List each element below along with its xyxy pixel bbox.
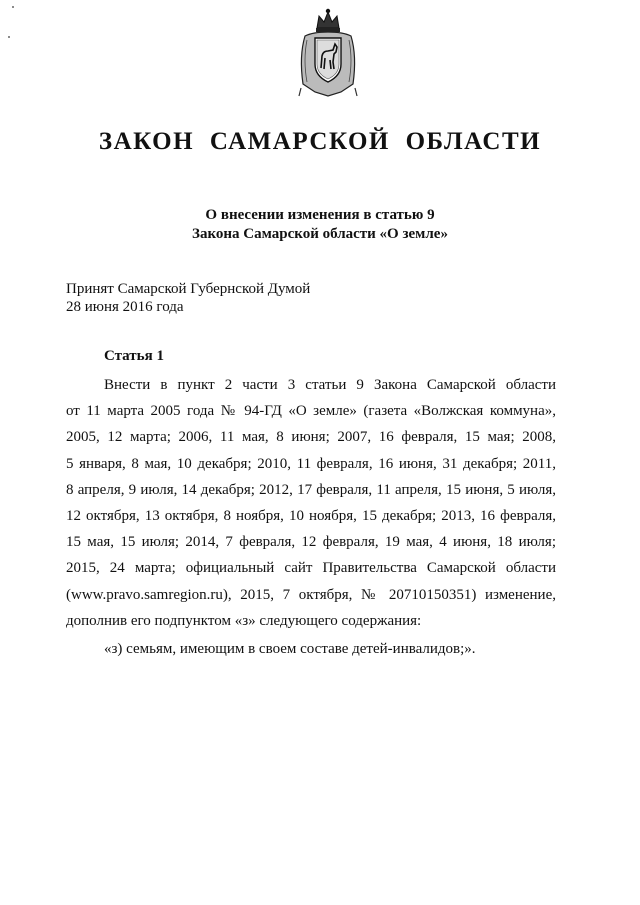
- paragraph-line: Внести в пункт 2 части 3 статьи 9 Закона Самарской области: [104, 377, 556, 393]
- paragraph-line: (www.pravo.samregion.ru), 2015, 7 октября, № 20710150351) изменение,: [66, 586, 556, 603]
- subtitle-line: О внесении изменения в статью 9: [205, 207, 435, 223]
- paragraph-line: 8 апреля, 9 июля, 14 декабря; 2012, 17 февраля, 11 апреля, 15 июня, 5 июля,: [66, 481, 556, 498]
- article-heading: Статья 1: [104, 348, 164, 364]
- adoption-note: [66, 280, 310, 316]
- paragraph-line: 5 января, 8 мая, 10 декабря; 2010, 11 февраля, 16 июня, 31 декабря; 2011,: [66, 455, 556, 472]
- paragraph-line: 15 мая, 15 июля; 2014, 7 февраля, 12 февраля, 19 мая, 4 июня, 18 июля;: [66, 534, 556, 551]
- coat-of-arms-icon: [295, 6, 361, 98]
- paragraph-line: от 11 марта 2005 года № 94-ГД «О земле» (газета «Волжская коммуна»,: [66, 403, 556, 420]
- scan-speck: [12, 6, 14, 8]
- article-paragraph: [66, 372, 556, 634]
- paragraph-line: 2015, 24 марта; официальный сайт Правительства Самарской области: [66, 560, 556, 577]
- scan-speck: [8, 36, 10, 38]
- law-title: ЗАКОН САМАРСКОЙ ОБЛАСТИ: [98, 128, 542, 155]
- adopted-by-line: Принят Самарской Губернской Думой: [66, 281, 311, 297]
- paragraph-line: 12 октября, 13 октября, 8 ноября, 10 ноября, 15 декабря; 2013, 16 февраля,: [66, 507, 556, 524]
- paragraph-line: дополнив его подпунктом «з» следующего содержания:: [66, 612, 422, 629]
- paragraph-line: 2005, 12 марта; 2006, 11 мая, 8 июня; 2007, 16 февраля, 15 мая; 2008,: [66, 429, 556, 446]
- amendment-quote: «з) семьям, имеющим в своем составе детей-инвалидов;».: [104, 641, 476, 657]
- subtitle-line: Закона Самарской области «О земле»: [192, 226, 448, 242]
- law-subtitle: [0, 206, 640, 244]
- adopted-date-line: 28 июня 2016 года: [66, 299, 184, 315]
